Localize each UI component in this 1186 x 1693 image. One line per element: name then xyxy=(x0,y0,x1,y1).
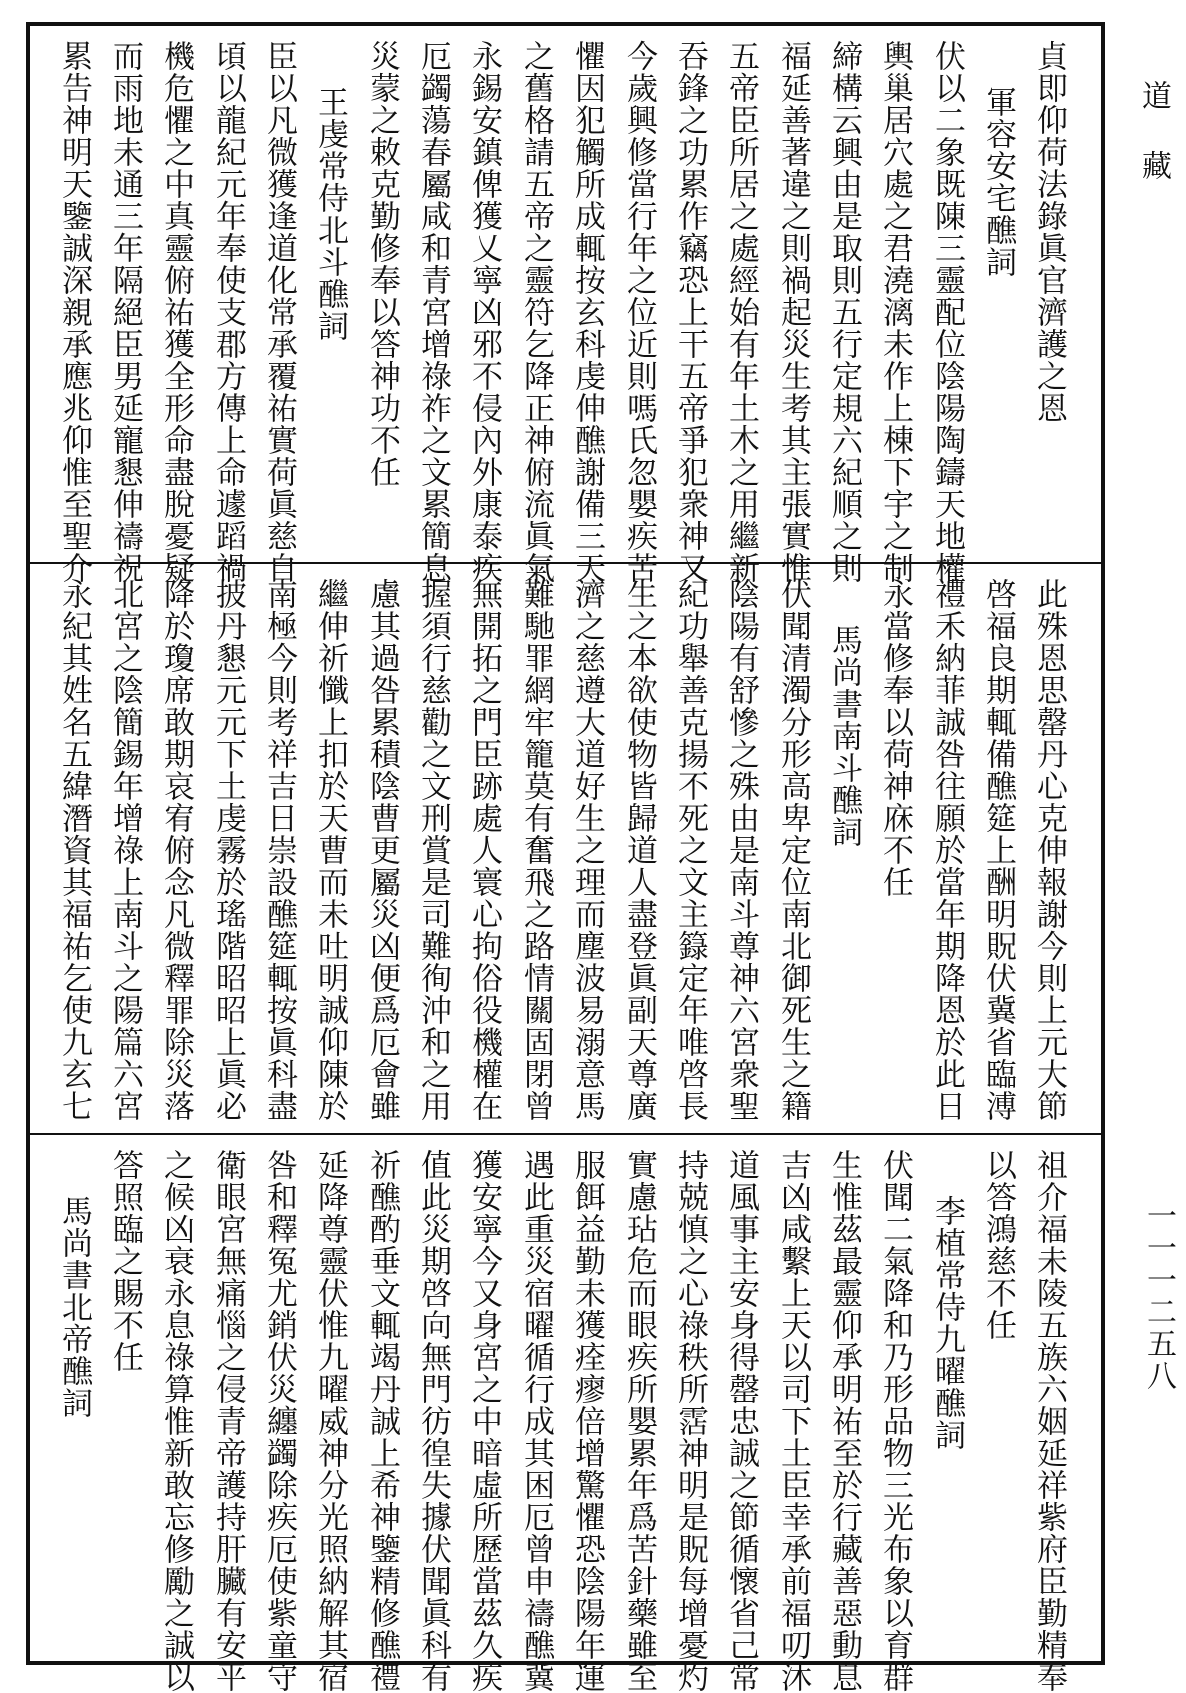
text-column: 頃以龍紀元年奉使支郡方傳上命遽蹈禍 xyxy=(210,40,246,584)
text-column: 實慮玷危而眼疾所嬰累年爲苦針藥雖至 xyxy=(621,1149,657,1693)
text-column: 紀功舉善克揚不死之文主籙定年唯啓長 xyxy=(672,578,708,1122)
text-column: 延降尊靈伏惟九曜威神分光照納解其宿 xyxy=(312,1149,348,1693)
text-column: 披丹懇元元下土虔霧於瑤階昭昭上眞必 xyxy=(210,578,246,1122)
text-column: 以答鴻慈不任 xyxy=(980,1149,1016,1341)
text-column: 降於瓊席敢期哀宥俯念凡微釋罪除災落 xyxy=(158,578,194,1122)
text-column: 今歲興修當行年之位近則嗎氏忽嬰疾苦 xyxy=(621,40,657,584)
text-column: 繼伸祈懺上扣於天曹而未吐明誠仰陳於 xyxy=(312,578,348,1122)
text-panel-middle xyxy=(30,564,1101,1135)
text-column: 北宮之陰簡錫年增祿上南斗之陽篇六宮 xyxy=(107,578,143,1122)
text-column: 獲安寧今又身宮之中暗虛所歷當茲久疾 xyxy=(466,1149,502,1693)
text-column: 機危懼之中真靈俯祐獲全形命盡脫憂疑 xyxy=(158,40,194,584)
text-column: 伏聞清濁分形高卑定位南北御死生之籍 xyxy=(775,578,811,1122)
text-column: 福延善著違之則禍起災生考其主張實惟 xyxy=(775,40,811,584)
text-column: 答照臨之賜不任 xyxy=(107,1149,143,1373)
text-column: 道風事主安身得罄忠誠之節循懷省己常 xyxy=(723,1149,759,1693)
page-number: 一一一二五八 xyxy=(1141,1200,1176,1392)
text-column: 伏聞二氣降和乃形品物三光布象以育群 xyxy=(877,1149,913,1693)
text-column: 五帝臣所居之處經始有年土木之用繼新 xyxy=(723,40,759,584)
text-column: 厄蠲蕩春屬咸和青宮增祿祚之文累簡息 xyxy=(415,40,451,584)
text-column: 永當修奉以荷神庥不任 xyxy=(877,578,913,898)
text-column: 永紀其姓名五緯潛資其福祐乞使九玄七 xyxy=(56,578,92,1122)
text-column: 而雨地未通三年隔絕臣男延寵懇伸禱祝 xyxy=(107,40,143,584)
text-panel-upper xyxy=(30,26,1101,584)
text-column: 握須行慈勸之文刑賞是司難徇沖和之用 xyxy=(415,578,451,1122)
text-column: 濟之慈遵大道好生之理而塵波易溺意馬 xyxy=(569,578,605,1122)
text-column: 慮其過咎累積陰曹更屬災凶便爲厄會雖 xyxy=(364,578,400,1122)
text-column: 難馳罪網牢籠莫有奮飛之路情關固閉曾 xyxy=(518,578,554,1122)
text-column: 生惟茲最靈仰承明祐至於行藏善惡動息 xyxy=(826,1149,862,1693)
text-column: 持兢慎之心祿秩所霑神明是貺每增憂灼 xyxy=(672,1149,708,1693)
text-column: 之候凶衰永息祿算惟新敢忘修勵之誠以 xyxy=(158,1149,194,1693)
volume-label: 道藏 xyxy=(1136,80,1171,220)
text-column: 服餌益勤未獲痊瘳倍增驚懼恐陰陽年運 xyxy=(569,1149,605,1693)
text-column: 吞鋒之功累作竊恐上干五帝爭犯衆神又 xyxy=(672,40,708,584)
text-column: 災蒙之敕克勤修奉以答神功不任 xyxy=(364,40,400,488)
text-column: 永錫安鎮俾獲乂寧凶邪不侵內外康泰疾 xyxy=(466,40,502,584)
text-column: 祖介福未陵五族六姻延祥紫府臣勤精奉 xyxy=(1031,1149,1067,1693)
text-column: 伏以二象既陳三靈配位陰陽陶鑄天地權 xyxy=(929,40,965,584)
section-title: 馬尚書南斗醮詞 xyxy=(826,624,862,848)
text-column: 禮禾納菲誠咎往願於當年期降恩於此日 xyxy=(929,578,965,1122)
text-column: 締構云興由是取則五行定規六紀順之則 xyxy=(826,40,862,584)
text-column: 咎和釋冤尤銷伏災纏蠲除疾厄使紫童守 xyxy=(261,1149,297,1693)
section-title: 王虔常侍北斗醮詞 xyxy=(312,86,348,342)
text-column: 輿巢居穴處之君澆漓未作上棟下宇之制 xyxy=(877,40,913,584)
section-title: 李植常侍九曜醮詞 xyxy=(929,1195,965,1451)
text-column: 啓福良期輒備醮筵上酬明貺伏冀省臨溥 xyxy=(980,578,1016,1122)
page-frame xyxy=(26,22,1105,1693)
text-column: 生之本欲使物皆歸道人盡登眞副天尊廣 xyxy=(621,578,657,1122)
text-panel-lower xyxy=(30,1135,1101,1693)
text-column: 懼因犯觸所成輒按玄科虔伸醮謝備三天 xyxy=(569,40,605,584)
text-column: 陰陽有舒慘之殊由是南斗尊神六宮衆聖 xyxy=(723,578,759,1122)
text-column: 祈醮酌垂文輒竭丹誠上希神鑒精修醮禮 xyxy=(364,1149,400,1693)
text-column: 衛眼宮無痛惱之侵青帝護持肝臟有安平 xyxy=(210,1149,246,1693)
text-column: 累告神明天鑒誠深親承應兆仰惟至聖介 xyxy=(56,40,92,584)
text-column: 吉凶咸繫上天以司下土臣幸承前福叨沐 xyxy=(775,1149,811,1693)
text-column: 無開拓之門臣跡處人寰心拘俗役機權在 xyxy=(466,578,502,1122)
text-column: 值此災期啓向無門彷徨失據伏聞眞科有 xyxy=(415,1149,451,1693)
text-column: 南極今則考祥吉日崇設醮筵輒按眞科盡 xyxy=(261,578,297,1122)
text-column: 此殊恩思罄丹心克伸報謝今則上元大節 xyxy=(1031,578,1067,1122)
section-title: 馬尚書北帝醮詞 xyxy=(56,1195,92,1419)
section-title: 軍容安宅醮詞 xyxy=(980,86,1016,278)
text-column: 遇此重災宿曜循行成其困厄曾申禱醮冀 xyxy=(518,1149,554,1693)
text-column: 貞即仰荷法錄眞官濟護之恩 xyxy=(1031,40,1067,424)
text-column: 臣以凡微獲逢道化常承覆祐實荷眞慈自 xyxy=(261,40,297,584)
text-column: 之舊格請五帝之靈符乞降正神俯流眞氣 xyxy=(518,40,554,584)
